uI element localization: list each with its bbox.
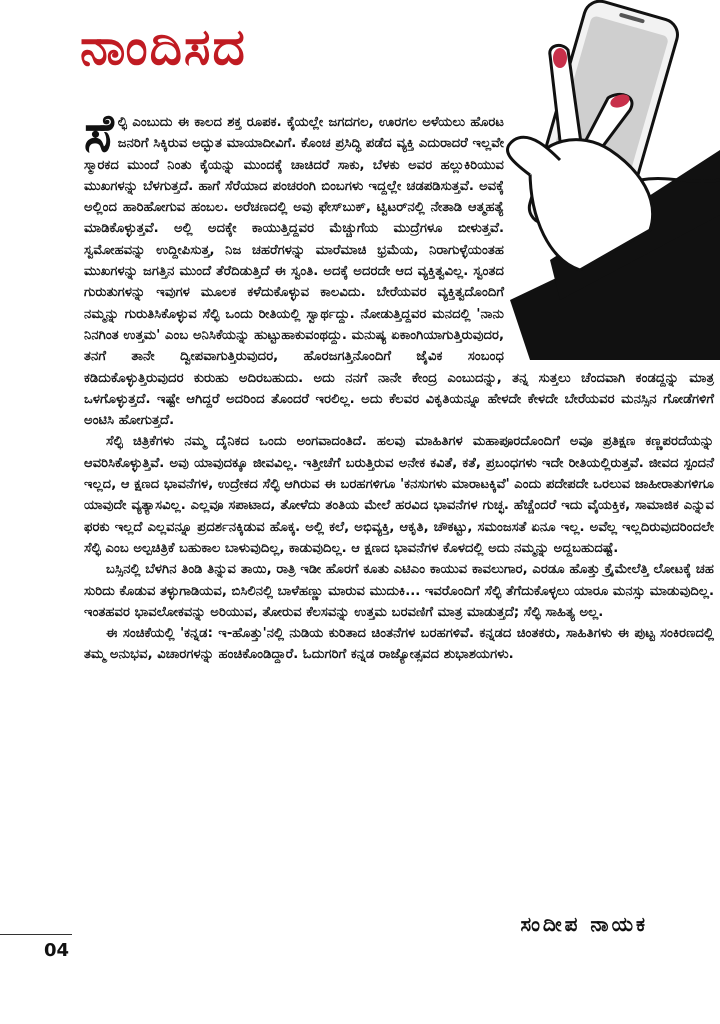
paragraph-4: ಈ ಸಂಚಿಕೆಯಲ್ಲಿ 'ಕನ್ನಡ: ಇ-ಹೊತ್ತು'ನಲ್ಲಿ ನುಡಿಯ ಕುರಿತಾದ ಚಿಂತನೆಗಳ ಬರಹಗಳಿವೆ. ಕನ್ನಡದ ಚಿಂತಕರು, ಸಾಹಿತಿಗಳು ಈ ಪುಟ್ಟ ಸಂಕಿರಣದಲ್ಲಿ ತಮ್ಮ ಅನುಭವ, ವಿಚಾರಗಳನ್ನು ಹಂಚಿಕೊಂಡಿದ್ದಾರೆ. ಓದುಗರಿಗೆ ಕನ್ನಡ ರಾಜ್ಯೋತ್ಸವದ ಶುಭಾಶಯಗಳು. bbox=[84, 626, 714, 663]
illustration-spacer bbox=[504, 112, 714, 362]
paragraph-1-text: ಲ್ಫಿ ಎಂಬುದು ಈ ಕಾಲದ ಶಕ್ತ ರೂಪಕ. ಕೈಯಲ್ಲೇ ಜಗದಗಲ, ಊರಗಲ ಅಳೆಯಲು ಹೊರಟ ಜನರಿಗೆ ಸಿಕ್ಕಿರುವ ಅದ್ಭುತ ಮಾಯಾದೀವಿಗೆ. ಕೊಂಚ ಪ್ರಸಿದ್ಧಿ ಪಡೆದ ವ್ಯಕ್ತಿ ಎದುರಾದರೆ ಇಲ್ಲವೇ ಸ್ಮಾರಕದ ಮುಂದೆ ನಿಂತು ಕೈಯನ್ನು ಮುಂದಕ್ಕೆ ಚಾಚಿದರೆ ಸಾಕು, ಬೆಳಕು ಅವರ ಹಲ್ಲುಕಿರಿಯುವ ಮುಖಗಳನ್ನು ಬೆಳಗುತ್ತದೆ. ಹಾಗೆ ಸೆರೆಯಾದ ಪಂಚರಂಗಿ ಬಿಂಬಗಳು ಇದ್ದಲ್ಲೇ ಚಡಪಡಿಸುತ್ತವೆ. ಅವಕ್ಕೆ ಅಲ್ಲಿಂದ ಹಾರಿಹೋಗುವ ಹಂಬಲ. ಅರೆಚಣದಲ್ಲಿ ಅವು ಫೇಸ್‌ಬುಕ್, ಟ್ವಿಟರ್‌ನಲ್ಲಿ ನೇತಾಡಿ ಆತ್ಮಹತ್ಯೆ ಮಾಡಿಕೊಳ್ಳುತ್ತವೆ. ಅಲ್ಲಿ ಅದಕ್ಕೇ ಕಾಯುತ್ತಿದ್ದವರ ಮೆಚ್ಚುಗೆಯ ಮುದ್ರೆಗಳೂ ಬೀಳುತ್ತವೆ. ಸ್ವಮೋಹವನ್ನು ಉದ್ದೀಪಿಸುತ್ತ, ನಿಜ ಚಹರೆಗಳನ್ನು ಮಾರೆಮಾಚಿ ಭ್ರಮೆಯ, ನಿರಾಗುಳ್ಳೆಯಂತಹ ಮುಖಗಳನ್ನು ಜಗತ್ತಿನ ಮುಂದೆ ತೆರೆದಿಡುತ್ತಿದೆ ಈ ಸ್ವಂತಿ. ಅದಕ್ಕೆ ಅದರದೇ ಆದ ವ್ಯಕ್ತಿತ್ವವಿಲ್ಲ. ಸ್ವಂತದ ಗುರುತುಗಳನ್ನು ಇವುಗಳ ಮೂಲಕ ಕಳೆದುಕೊಳ್ಳುವ ಕಾಲವಿದು. ಬೇರೆಯವರ ವ್ಯಕ್ತಿತ್ವದೊಂದಿಗೆ ನಮ್ಮನ್ನು ಗುರುತಿಸಿಕೊಳ್ಳುವ ಸೆಲ್ಫಿ ಒಂದು ರೀತಿಯಲ್ಲಿ ಸ್ವಾರ್ಥದ್ದು. ನೋಡುತ್ತಿದ್ದವರ ಮನದಲ್ಲಿ 'ನಾನು ನಿನಗಿಂತ ಉತ್ತಮ' ಎಂಬ ಅನಿಸಿಕೆಯನ್ನು ಹುಟ್ಟುಹಾಕುವಂಥದ್ದು. ಮನುಷ್ಯ ಏಕಾಂಗಿಯಾಗುತ್ತಿರುವುದರ, ತನಗೆ ತಾನೇ ದ್ವೀಪವಾಗುತ್ತಿರುವುದರ, ಹೊರಜಗತ್ತಿನೊಂದಿಗೆ ಜೈವಿಕ ಸಂಬಂಧ ಕಡಿದುಕೊಳ್ಳುತ್ತಿರುವುದರ ಕುರುಹು ಅದಿರಬಹುದು. ಅದು ನನಗೆ ನಾನೇ ಕೇಂದ್ರ ಎಂಬುದನ್ನು, ತನ್ನ ಸುತ್ತಲು ಚೆಂದವಾಗಿ ಕಂಡದ್ದನ್ನು ಮಾತ್ರ ಒಳಗೊಳ್ಳುತ್ತದೆ. ಇಷ್ಟೇ ಆಗಿದ್ದರೆ ಅದರಿಂದ ತೊಂದರೆ ಇರಲಿಲ್ಲ. ಅದು ಕೆಲವರ ವಿಕೃತಿಯನ್ನೂ ಹೇಳದೇ ಕೇಳದೇ ಬೇರೆಯವರ ಮನಸ್ಸಿನ ಗೋಡೆಗಳಿಗೆ ಅಂಟಿಸಿ ಹೋಗುತ್ತದೆ. bbox=[84, 115, 714, 429]
page-number: 04 bbox=[44, 940, 70, 961]
page-title: ನಾಂದಿಸದ bbox=[80, 18, 247, 76]
editorial-body bbox=[84, 104, 714, 666]
footer-rule bbox=[0, 934, 72, 935]
drop-cap: ಸೆ bbox=[84, 104, 114, 164]
author-signature: ಸಂದೀಪ ನಾಯಕ bbox=[520, 912, 648, 936]
paragraph-3: ಬಸ್ಸಿನಲ್ಲಿ ಬೆಳಗಿನ ತಿಂಡಿ ತಿನ್ನುವ ತಾಯಿ, ರಾತ್ರಿ ಇಡೀ ಹೊರಗೆ ಕೂತು ಎಟಿಎಂ ಕಾಯುವ ಕಾವಲುಗಾರ, ಎರಡೂ ಹೊತ್ತು ಕ್ರೈಮೇಲೆತ್ತಿ ಲೋಟಕ್ಕೆ ಚಹ ಸುರಿದು ಕೊಡುವ ತಳ್ಳುಗಾಡಿಯವ, ಬಿಸಿಲಿನಲ್ಲಿ ಬಾಳೆಹಣ್ಣು ಮಾರುವ ಮುದುಕಿ... ಇವರೊಂದಿಗೆ ಸೆಲ್ಫಿ ತೆಗೆದುಕೊಳ್ಳಲು ಯಾರೂ ಮನಸ್ಸು ಮಾಡುವುದಿಲ್ಲ. ಇಂತಹವರ ಭಾವಲೋಕವನ್ನು ಅರಿಯುವ, ತೋರುವ ಕೆಲಸವನ್ನು ಉತ್ತಮ ಬರವಣಿಗೆ ಮಾತ್ರ ಮಾಡುತ್ತದೆ; ಸೆಲ್ಫಿ ಸಾಹಿತ್ಯ ಅಲ್ಲ. bbox=[84, 562, 714, 620]
paragraph-2: ಸೆಲ್ಫಿ ಚಿತ್ರಿಕೆಗಳು ನಮ್ಮ ದೈನಿಕದ ಒಂದು ಅಂಗವಾದಂತಿದೆ. ಹಲವು ಮಾಹಿತಿಗಳ ಮಹಾಪೂರದೊಂದಿಗೆ ಅವೂ ಪ್ರತಿಕ್ಷಣ ಕಣ್ಣಪರದೆಯನ್ನು ಆವರಿಸಿಕೊಳ್ಳುತ್ತಿವೆ. ಅವು ಯಾವುದಕ್ಕೂ ಜೀವವಿಲ್ಲ. ಇತ್ತೀಚೆಗೆ ಬರುತ್ತಿರುವ ಅನೇಕ ಕವಿತೆ, ಕತೆ, ಪ್ರಬಂಧಗಳು ಇದೇ ರೀತಿಯಲ್ಲಿರುತ್ತವೆ. ಜೀವದ ಸ್ಪಂದನೆ ಇಲ್ಲದ, ಆ ಕ್ಷಣದ ಭಾವನೆಗಳ, ಉದ್ರೇಕದ ಸೆಲ್ಫಿ ಆಗಿರುವ ಈ ಬರಹಗಳಿಗೂ 'ಕನಸುಗಳು ಮಾರಾಟಕ್ಕಿವೆ' ಎಂದು ಪದೇಪದೇ ಒರಲುವ ಜಾಹೀರಾತುಗಳಿಗೂ ಯಾವುದೇ ವ್ಯತ್ಯಾಸವಿಲ್ಲ. ಎಲ್ಲವೂ ಸಪಾಟಾದ, ತೋಳೆದು ತಂತಿಯ ಮೇಲೆ ಹರವಿದ ಭಾವನೆಗಳ ಗುಚ್ಛ. ಹೆಚ್ಚೆಂದರೆ ಇದು ವೈಯಕ್ತಿಕ, ಸಾಮಾಜಿಕ ಎನ್ನುವ ಫರಕು ಇಲ್ಲದೆ ಎಲ್ಲವನ್ನೂ ಪ್ರದರ್ಶನಕ್ಕಿಡುವ ಹೊಕ್ಕ. ಅಲ್ಲಿ ಕಲೆ, ಅಭಿವ್ಯಕ್ತಿ, ಆಕೃತಿ, ಚೌಕಟ್ಟು, ಸಮಂಜಸತೆ ಏನೂ ಇಲ್ಲ. ಅವೆಲ್ಲ ಇಲ್ಲದಿರುವುದರಿಂದಲೇ ಸೆಲ್ಫಿ ಎಂಬ ಅಲ್ಪಚಿತ್ರಿಕೆ ಬಹುಕಾಲ ಬಾಳುವುದಿಲ್ಲ, ಕಾಡುವುದಿಲ್ಲ. ಆ ಕ್ಷಣದ ಭಾವನೆಗಳ ಕೊಳದಲ್ಲಿ ಅದು ನಮ್ಮನ್ನು ಅದ್ದಬಹುದಷ್ಟೆ. bbox=[84, 434, 714, 556]
